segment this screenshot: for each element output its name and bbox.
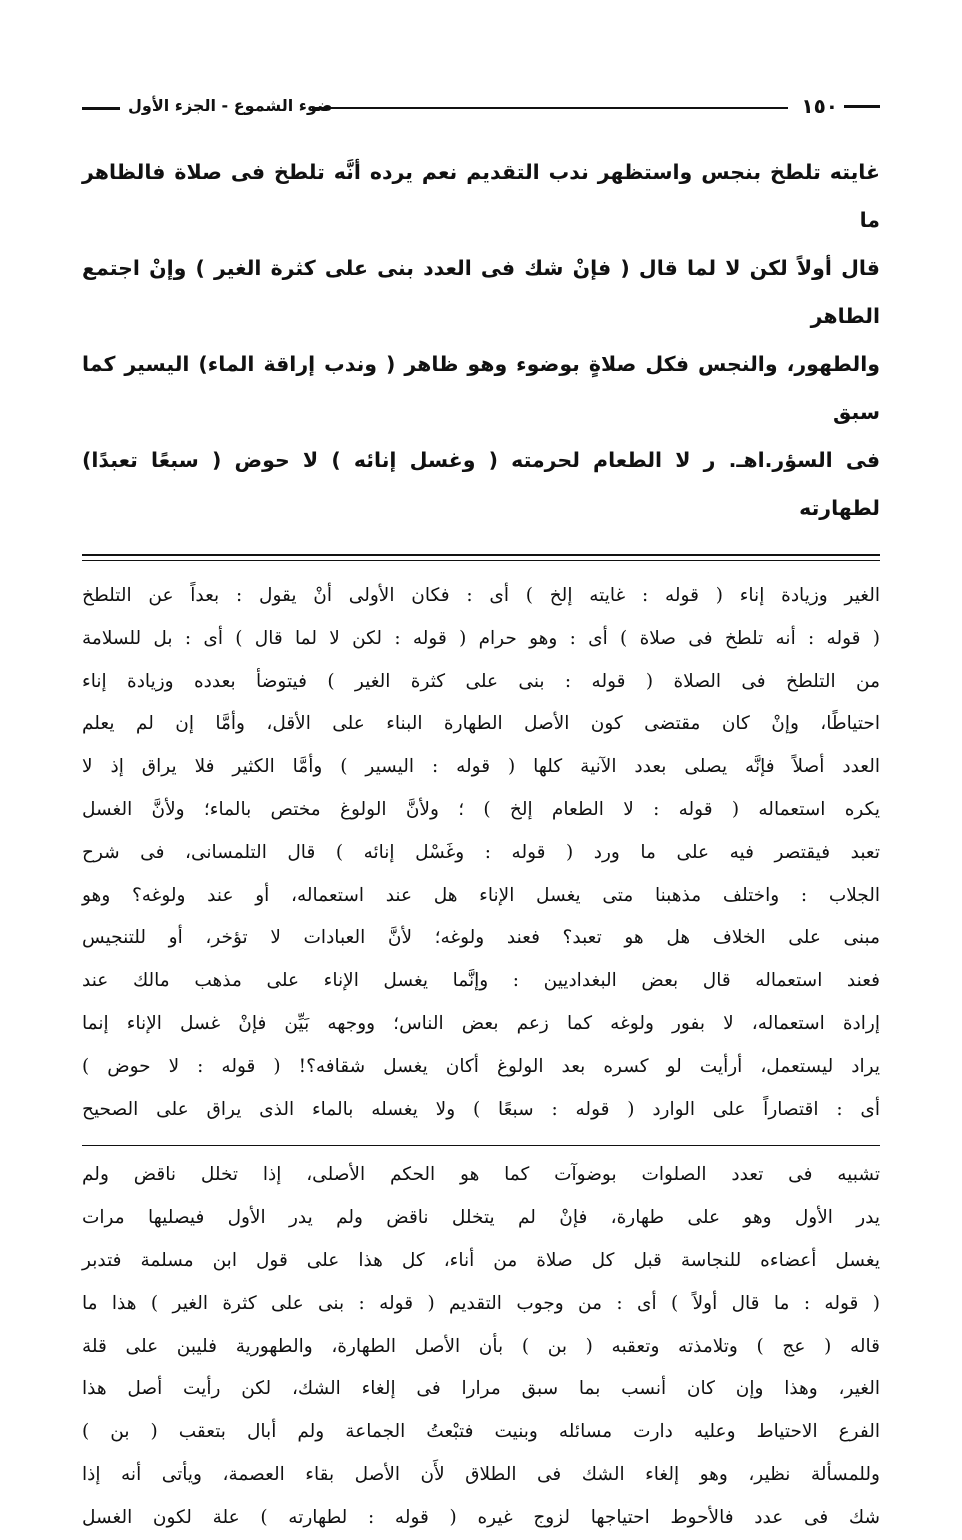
footnote-line: الفرع الاحتياط وعليه دارت مسائله وبنيت فتبْعتُ الجماعة ولم أبال بتعقب ( بن ) xyxy=(82,1421,880,1443)
page-number xyxy=(801,94,880,118)
footnote-line: شك فى عدد فالأحوط احتياجها لزوج غيره ( قوله : لطهارته ) علة لكون الغسل xyxy=(82,1506,880,1528)
footnote-line: تعبد فيقتصر فيه على ما ورد ( قوله : وغَسْل إنائه ) قال التلمسانى، فى شرح xyxy=(82,841,880,863)
footnote-section-2 xyxy=(82,1154,880,1539)
header-rule xyxy=(312,107,788,109)
main-line: غايته تلطخ بنجس واستظهر ندب التقديم نعم يرده أنَّه تلطخ فى صلاة فالظاهر ما xyxy=(82,160,880,232)
main-line: قال أولاً لكن لا لما قال ( فإنْ شك فى العدد بنى على كثرة الغير ) وإنْ اجتمع الطاهر xyxy=(82,256,880,328)
footnote-line: يكره استعماله ( قوله : لا الطعام إلخ ) ؛ ولأنَّ الولوغ مختص بالماء؛ ولأنَّ الغسل xyxy=(82,798,880,820)
footnote-line: أى : اقتصاراً على الوارد ( قوله : سبعًا ) ولا يغسله بالماء الذى يراق على الصحيح xyxy=(82,1098,880,1120)
footnote-line: الغير، وهذا وإن كان أنسب بما سبق مرارا فى إلغاء الشك، لكن رأيت أصل هذا xyxy=(82,1378,880,1400)
header-dash xyxy=(844,105,880,108)
footnote-line: العدد أصلاً فإنَّه يصلى بعدد الآنية كلها ( قوله : اليسير ) وأمَّا الكثير فلا يراق إذ لا xyxy=(82,756,880,778)
footnote-line: يغسل أعضاءه للنجاسة قبل كل صلاة من أناء، كل هذا على قول ابن مسلمة فتدبر xyxy=(82,1249,880,1271)
book-page xyxy=(82,94,880,1528)
footnote-line: ( قوله : ما قال أولاً ) أى : من وجوب التقديم ( قوله : بنى على كثرة الغير ) هذا ما xyxy=(82,1292,880,1314)
footnote-line: ( قوله : أنه تلطخ فى صلاة ) أى : وهو حرام ( قوله : لكن لا لما قال ) أى : بل للسلامة xyxy=(82,627,880,649)
page-number-text: ١٥٠ xyxy=(801,94,838,118)
main-footnote-separator xyxy=(82,554,880,561)
footnote-line: تشبيه فى تعدد الصلوات بوضوآت كما هو الحكم الأصلى، إذا تخلل ناقض ولم xyxy=(82,1164,880,1186)
page-header xyxy=(82,94,880,124)
footnote-separator xyxy=(82,1145,880,1146)
header-left-dash xyxy=(82,107,120,110)
footnote-section-1 xyxy=(82,575,880,1131)
footnote-line: الغير وزيادة إناء ( قوله : غايته إلخ ) أى : فكان الأولى أنْ يقول : بعداً عن التلطخ xyxy=(82,585,880,606)
footnote-line: يدر الأول وهو على طهارة، فإنْ لم يتخلل ناقض ولم يدر الأول فيصليها مرات xyxy=(82,1207,880,1229)
book-title: ضوء الشموع - الجزء الأول xyxy=(128,96,333,115)
footnote-line: إرادة استعماله، لا بفور ولوغه كما زعم بعض الناس؛ ووجهه بَيِّن فإنْ غسل الإناء إنما xyxy=(82,1012,880,1034)
main-text xyxy=(82,148,880,532)
footnote-line: يراد ليستعمل، أرأيت لو كسره بعد الولوغ أكان يغسل شقافه؟! ( قوله : لا حوض ) xyxy=(82,1055,880,1077)
footnote-line: قاله ( عج ) وتلامذته وتعقبه ( بن ) بأن الأصل الطهارة، والطهورية فليبن على قلة xyxy=(82,1335,880,1357)
main-line: والطهور، والنجس فكل صلاةٍ بوضوء وهو ظاهر ( وندب إراقة الماء) اليسير كما سبق xyxy=(82,352,880,424)
footnote-line: مبنى على الخلاف هل هو تعبد؟ فعند ولوغه؛ لأنَّ العبادات لا تؤخر، أو للتنجيس xyxy=(82,927,880,949)
footnote-line: من التلطخ فى الصلاة ( قوله : بنى على كثرة الغير ) فيتوضأ بعدده وزيادة إناء xyxy=(82,670,880,692)
footnote-line: فعند استعماله قال بعض البغداديين : وإنَّما يغسل الإناء على مذهب مالك عند xyxy=(82,970,880,992)
main-line: فى السؤر.اهـ. ر لا الطعام لحرمته ( وغسل إنائه ) لا حوض ( سبعًا تعبدًا) لطهارته xyxy=(82,448,880,520)
footnote-line: احتياطًا، وإنْ كان مقتضى كون الأصل الطهارة البناء على الأقل، وأمَّا إن لم يعلم xyxy=(82,713,880,735)
footnote-line: وللمسألة نظير، وهو إلغاء الشك فى الطلاق لأَن الأصل بقاء العصمة، ويأتى أنه إذا xyxy=(82,1463,880,1485)
footnote-line: الجلاب : واختلف مذهبنا متى يغسل الإناء هل عند استعماله، أو عند ولوغه؟ وهو xyxy=(82,884,880,906)
